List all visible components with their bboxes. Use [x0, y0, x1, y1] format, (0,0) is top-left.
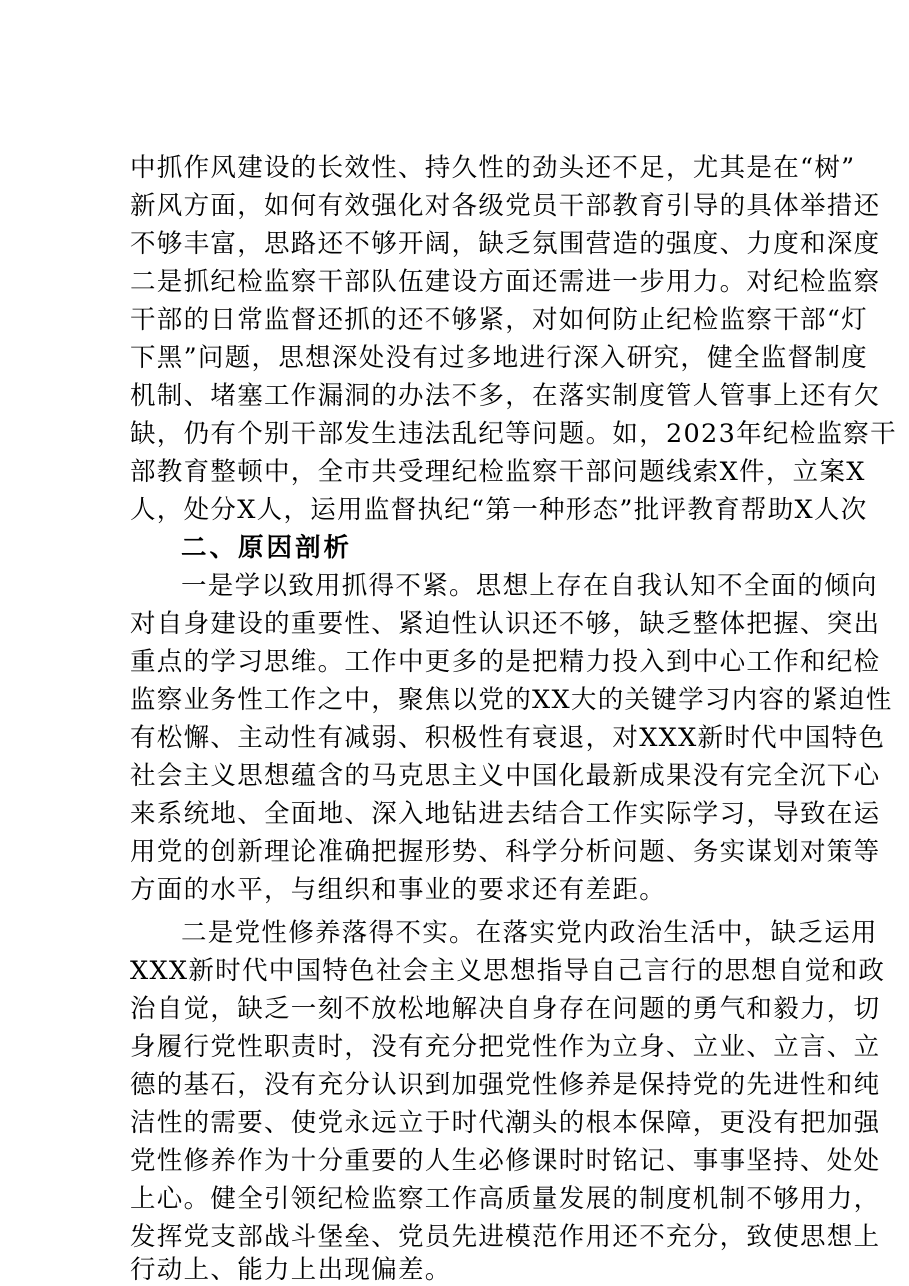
text-line: 二是抓纪检监察干部队伍建设方面还需进一步用力。对纪检监察 [130, 267, 881, 297]
text-line: 部教育整顿中，全市共受理纪检监察干部问题线索X件，立案X [130, 457, 866, 487]
text-line: 干部的日常监督还抓的还不够紧，对如何防止纪检监察干部“灯 [130, 305, 868, 335]
text-line: 新风方面，如何有效强化对各级党员干部教育引导的具体举措还 [130, 191, 881, 221]
text-line: 用党的创新理论准确把握形势、科学分析问题、务实谋划对策等 [130, 837, 881, 867]
text-line: 来系统地、全面地、深入地钻进去结合工作实际学习，导致在运 [130, 799, 881, 829]
text-line: 监察业务性工作之中，聚焦以党的XX大的关键学习内容的紧迫性 [130, 685, 893, 715]
text-line: 社会主义思想蕴含的马克思主义中国化最新成果没有完全沉下心 [130, 761, 881, 791]
section-heading: 二、原因剖析 [181, 533, 353, 563]
paragraph-last-line: 行动上、能力上出现偏差。 [130, 1255, 452, 1285]
text-line: XXX新时代中国特色社会主义思想指导自己言行的思想自觉和政 [130, 956, 886, 986]
text-line: 机制、堵塞工作漏洞的办法不多，在落实制度管人管事上还有欠 [130, 381, 881, 411]
text-line: 治自觉，缺乏一刻不放松地解决自身存在问题的勇气和毅力，切 [130, 994, 881, 1024]
paragraph-last-line: 方面的水平，与组织和事业的要求还有差距。 [130, 875, 667, 905]
text-line: 重点的学习思维。工作中更多的是把精力投入到中心工作和纪检 [130, 647, 881, 677]
paragraph-first-line: 一是学以致用抓得不紧。思想上存在自我认知不全面的倾向 [181, 571, 878, 601]
text-line: 下黑”问题，思想深处没有过多地进行深入研究，健全监督制度 [130, 343, 868, 373]
text-line: 中抓作风建设的长效性、持久性的劲头还不足，尤其是在“树” [130, 153, 856, 183]
text-line: 洁性的需要、使党永远立于时代潮头的根本保障，更没有把加强 [130, 1108, 881, 1138]
text-line: 德的基石，没有充分认识到加强党性修养是保持党的先进性和纯 [130, 1070, 881, 1100]
text-line: 发挥党支部战斗堡垒、党员先进模范作用还不充分，致使思想上 [130, 1222, 881, 1252]
text-line: 对自身建设的重要性、紧迫性认识还不够，缺乏整体把握、突出 [130, 609, 881, 639]
text-line: 有松懈、主动性有减弱、积极性有衰退，对XXX新时代中国特色 [130, 723, 886, 753]
text-line: 党性修养作为十分重要的人生必修课时时铭记、事事坚持、处处 [130, 1146, 881, 1176]
text-line: 身履行党性职责时，没有充分把党性作为立身、立业、立言、立 [130, 1032, 881, 1062]
text-line: 人，处分X人，运用监督执纪“第一种形态”批评教育帮助X人次 [130, 495, 868, 525]
text-line: 上心。健全引领纪检监察工作高质量发展的制度机制不够用力， [130, 1184, 881, 1214]
paragraph-first-line: 二是党性修养落得不实。在落实党内政治生活中，缺乏运用 [181, 918, 878, 948]
text-line: 缺，仍有个别干部发生违法乱纪等问题。如，2023年纪检监察干 [130, 419, 897, 449]
text-line: 不够丰富，思路还不够开阔，缺乏氛围营造的强度、力度和深度 [130, 229, 881, 259]
